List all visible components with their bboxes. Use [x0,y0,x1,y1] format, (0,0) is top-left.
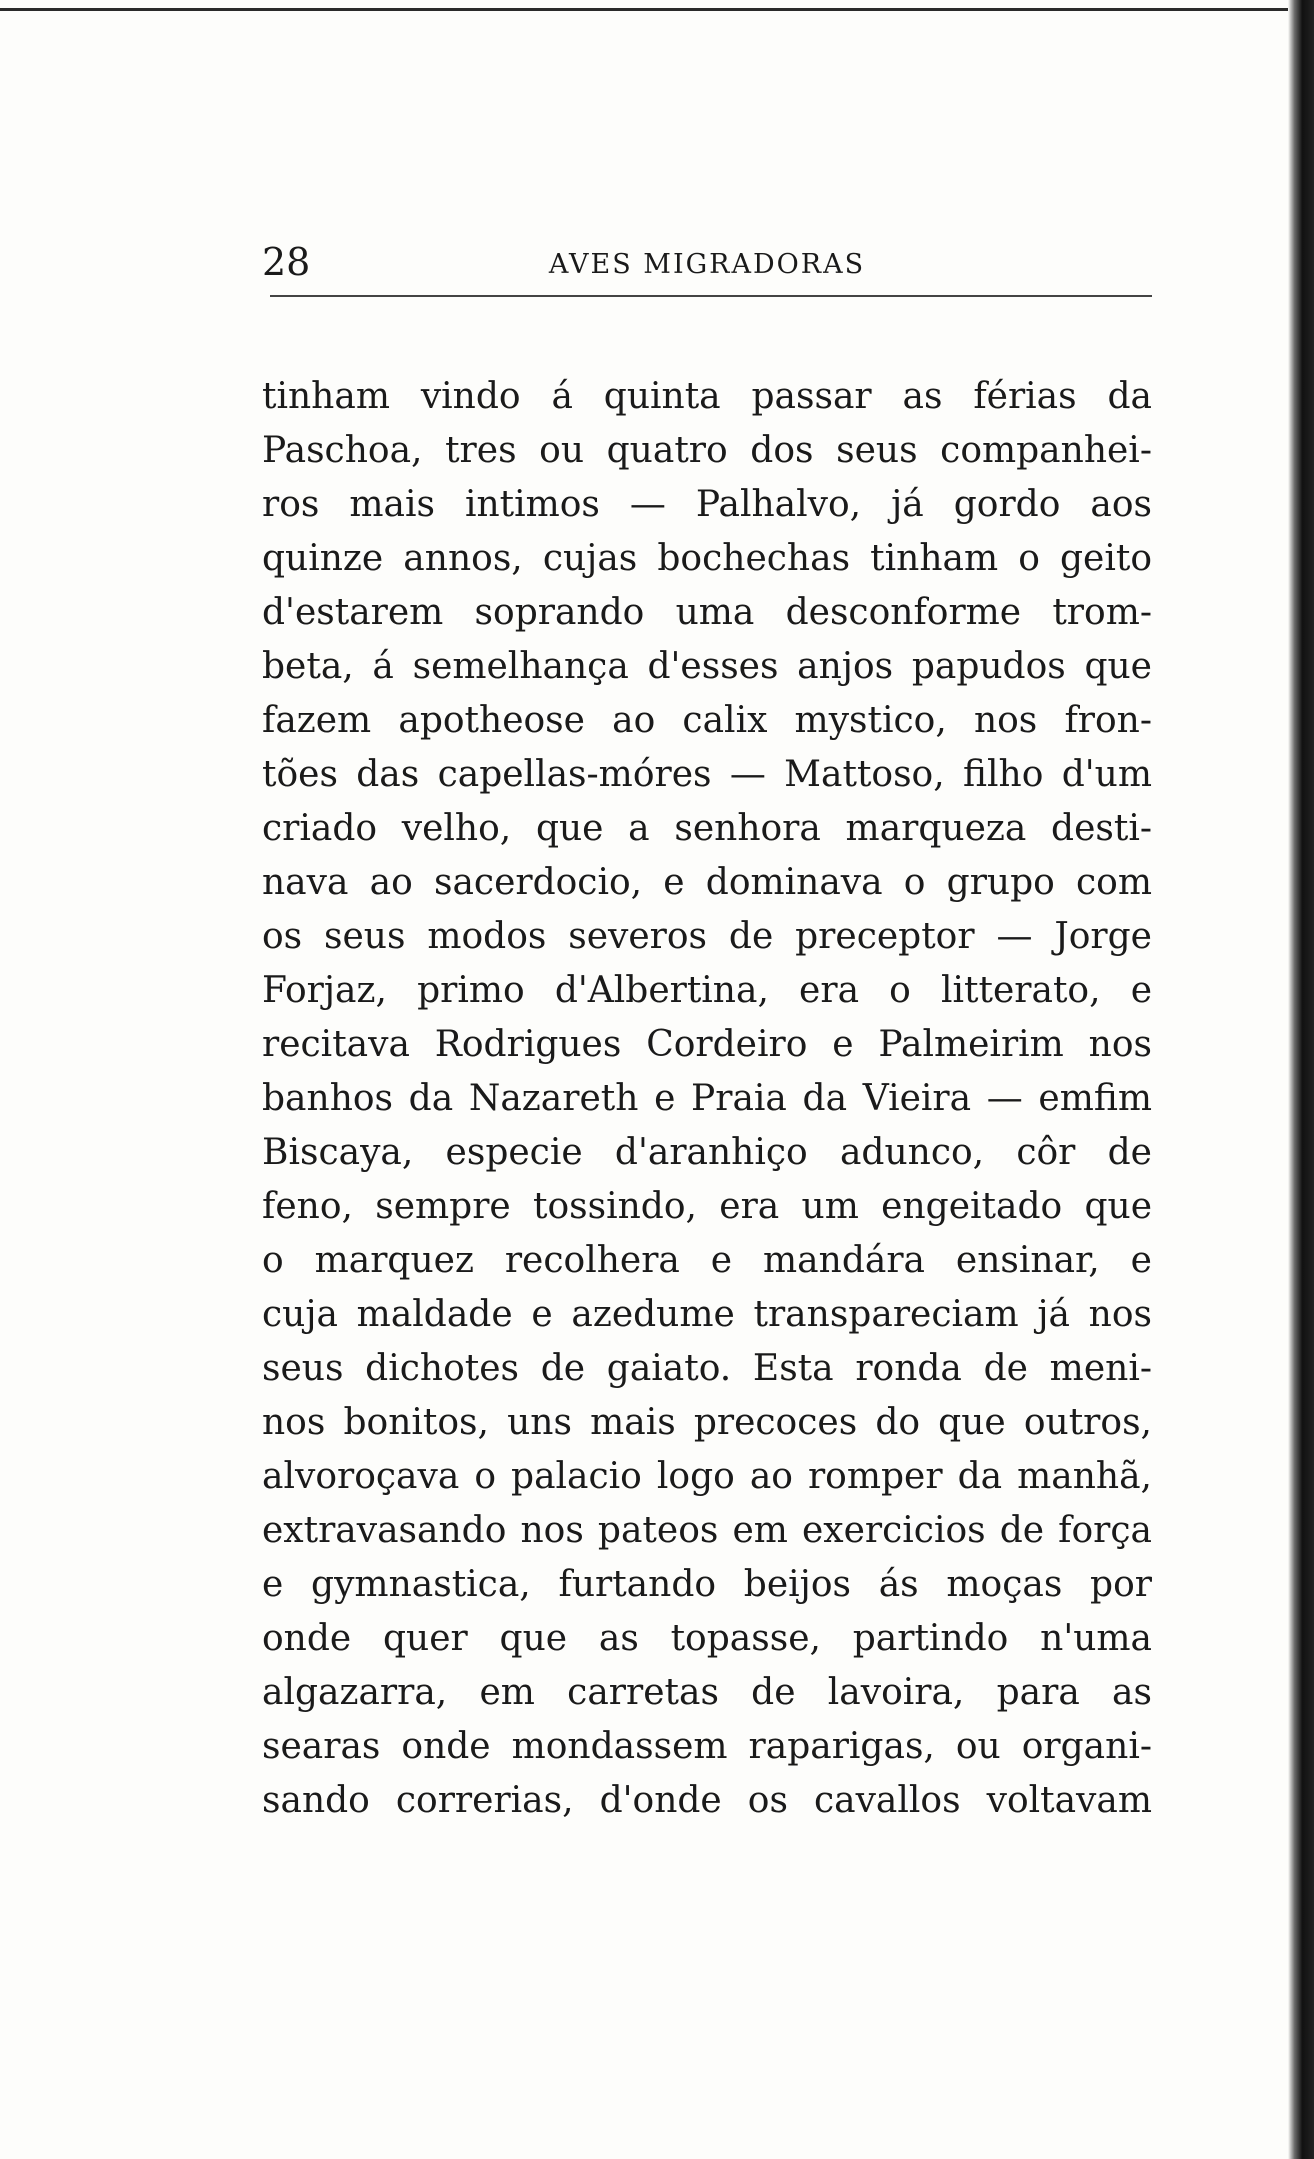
text-line: Paschoa, tres ou quatro dos seus companhei- [262,430,1152,471]
page-binding-edge [1288,0,1314,2159]
text-line: algazarra, em carretas de lavoira, para as [262,1672,1152,1713]
text-line: seus dichotes de gaiato. Esta ronda de meni- [262,1348,1152,1389]
page-number: 28 [262,240,311,284]
text-line: e gymnastica, furtando beijos ás moças por [262,1564,1152,1605]
text-line: o marquez recolhera e mandára ensinar, e [262,1240,1152,1281]
text-line: quinze annos, cujas bochechas tinham o geito [262,538,1152,579]
text-line: Forjaz, primo d'Albertina, era o litterato, e [262,970,1152,1011]
text-line: alvoroçava o palacio logo ao romper da manhã, [262,1456,1152,1497]
text-line: cuja maldade e azedume transpareciam já nos [262,1294,1152,1335]
text-line: searas onde mondassem raparigas, ou organi- [262,1726,1152,1767]
body-text [262,370,1152,1828]
text-line: recitava Rodrigues Cordeiro e Palmeirim nos [262,1024,1152,1065]
text-line: banhos da Nazareth e Praia da Vieira — emfim [262,1078,1152,1119]
text-line: os seus modos severos de preceptor — Jorge [262,916,1152,957]
text-line: onde quer que as topasse, partindo n'uma [262,1618,1152,1659]
text-line: Biscaya, especie d'aranhiço adunco, côr de [262,1132,1152,1173]
page-header [262,240,1152,290]
text-line: criado velho, que a senhora marqueza desti- [262,808,1152,849]
text-line: d'estarem soprando uma desconforme trom- [262,592,1152,633]
text-line: sando correrias, d'onde os cavallos voltavam [262,1780,1152,1821]
text-line: fazem apotheose ao calix mystico, nos fron- [262,700,1152,741]
text-line: ros mais intimos — Palhalvo, já gordo aos [262,484,1152,525]
text-line: beta, á semelhança d'esses anjos papudos que [262,646,1152,687]
text-line: nava ao sacerdocio, e dominava o grupo com [262,862,1152,903]
header-divider [270,295,1152,297]
text-line: feno, sempre tossindo, era um engeitado que [262,1186,1152,1227]
page-top-edge [0,8,1314,11]
text-line: nos bonitos, uns mais precoces do que outros, [262,1402,1152,1443]
text-line: tões das capellas-móres — Mattoso, filho d'um [262,754,1152,795]
text-line: extravasando nos pateos em exercicios de força [262,1510,1152,1551]
running-title: AVES MIGRADORAS [548,249,866,280]
text-line: tinham vindo á quinta passar as férias da [262,376,1152,417]
